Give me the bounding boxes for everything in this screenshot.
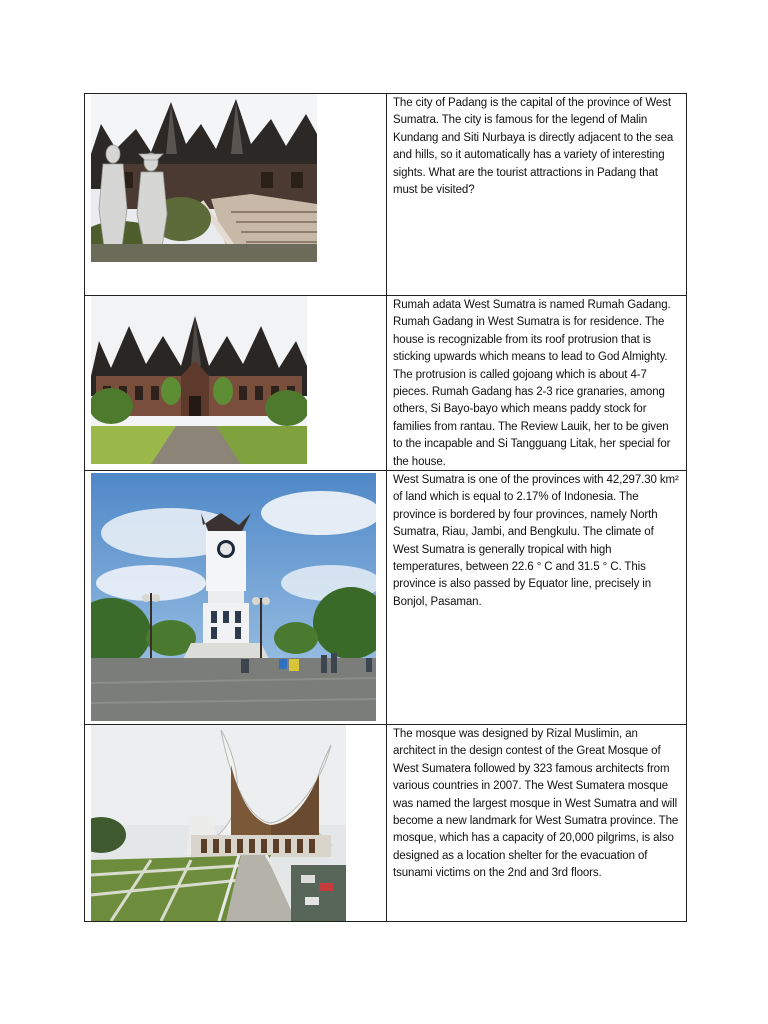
rumah-gadang-house-photo <box>91 296 307 464</box>
image-cell <box>85 725 387 921</box>
paragraph-great-mosque: The mosque was designed by Rizal Muslimin, an architect in the design contest of the Great Mosque of West Sumatera followed by 323 famous architects from various countries in 2007. The West Sumatera mosque was named the largest mosque in West Sumatra and will become a new landmark for West Sumatra province. The mosque, which has a capacity of 20,000 pilgrims, is also designed as a location shelter for the evacuation of tsunami victims on the 2nd and 3rd floors. <box>393 728 679 880</box>
image-cell <box>85 296 387 470</box>
paragraph-padang: The city of Padang is the capital of the province of West Sumatra. The city is famous for the legend of Malin Kundang and Siti Nurbaya is directly adjacent to the sea and hills, so it automatically has a variety of interesting sights. What are the tourist attractions in Padang that must be visited? <box>393 97 674 197</box>
text-cell <box>387 296 687 470</box>
table-row <box>85 725 687 922</box>
paragraph-west-sumatra: West Sumatra is one of the provinces with 42,297.30 km² of land which is equal to 2.17% of Indonesia. The province is bordered by four provinces, namely North Sumatra, Riau, Jambi, and Bengkulu. The climate of West Sumatra is generally tropical with high temperatures, between 22.6 ° C and 31.5 ° C. This province is also passed by Equator line, precisely in Bonjol, Pasaman. <box>393 474 679 608</box>
document-table <box>84 93 687 922</box>
table-row <box>85 296 687 471</box>
text-cell <box>387 94 687 295</box>
paragraph-rumah-gadang: Rumah adata West Sumatra is named Rumah Gadang. Rumah Gadang in West Sumatra is for residence. The house is recognizable from its roof protrusion that is sticking upwards which means to lead to God Almighty. The protrusion is called gojoang which is about 4-7 pieces. Rumah Gadang has 2-3 rice granaries, among others, Si Bayo-bayo which means paddy stock for families from rantau. The Review Lauik, her to be given to the incapable and Si Tangguang Litak, her special for the house. <box>393 299 671 468</box>
image-cell <box>85 94 387 295</box>
image-cell <box>85 471 387 724</box>
jam-gadang-clock-tower-photo <box>91 473 376 721</box>
table-row <box>85 94 687 296</box>
text-cell <box>387 471 687 724</box>
great-mosque-west-sumatra-photo <box>91 725 346 921</box>
rumah-gadang-statues-photo <box>91 94 317 262</box>
table-row <box>85 471 687 725</box>
text-cell <box>387 725 687 921</box>
